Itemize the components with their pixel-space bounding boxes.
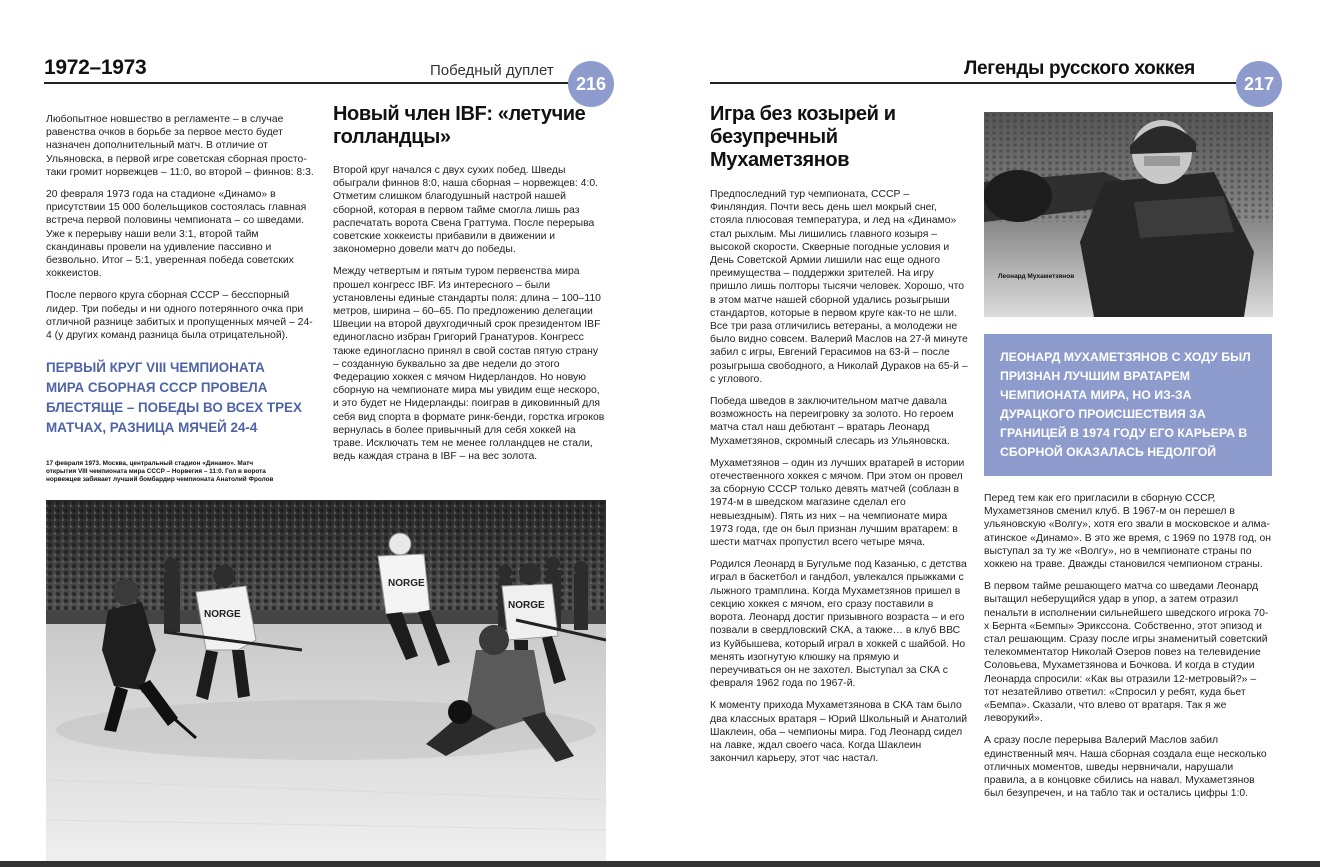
left-page-number: 216 xyxy=(568,61,614,107)
paragraph: 20 февраля 1973 года на стадионе «Динамо» в присутствии 15 000 болельщиков состоялась главная встреча первой половины чемпионата – со шведами. Уже к перерыву наши вели 3:1, второй тайм скандинавы провели на удивление пассивно и безвольно. Итог – 5:1, уверенная победа советских хоккеистов. xyxy=(46,189,307,280)
left-header-rule xyxy=(44,82,574,84)
right-column-2 xyxy=(984,492,1272,800)
portrait-photo xyxy=(984,112,1273,317)
photo-caption: 17 февраля 1973. Москва, центральный стадион «Динамо». Матч открытия VIII чемпионата мира СССР – Норвегия – 11:0. Гол в ворота норвежцев забивает лучший бомбардир чемпионата Анатолий Фролов xyxy=(46,460,274,484)
paragraph: Победа шведов в заключительном матче давала возможность на переигровку за золото. Но героем матча стал наш дебютант – вратарь Леонард Мухаметзянов, скромный слесарь из Ульяновска. xyxy=(710,396,954,447)
jersey-text: NORGE xyxy=(204,609,241,620)
paragraph: К моменту прихода Мухаметзянова в СКА там было два классных вратаря – Юрий Школьный и Анатолий Шаклеин, оба – чемпионы мира. Год Леонард сидел на лавке, ждал своего часа. Когда Шаклеин закончил карьеру, этот час настал. xyxy=(710,700,968,765)
portrait-photo-image xyxy=(984,112,1273,317)
match-photo-image xyxy=(46,500,606,861)
match-photo xyxy=(46,500,606,861)
section-heading-goalkeeper: Игра без козырей и безупречный Мухаметзянов xyxy=(710,103,896,171)
paragraph: Мухаметзянов – один из лучших вратарей в истории отечественного хоккея с мячом. При этом он провел за сборную СССР только девять матчей (соблазн в 1974-м в шведском магазине сделал его невыездным). Пять из них – на чемпионате мира 1973 года, где он был признан лучшим вратарем: в шести матчах пропустил всего четыре мяча. xyxy=(710,457,965,549)
portrait-caption: Леонард Мухаметзянов xyxy=(998,273,1075,280)
section-heading-new-member: Новый член IBF: «летучие голландцы» xyxy=(333,103,586,148)
left-column-1 xyxy=(46,113,314,342)
paragraph: Перед тем как его пригласили в сборную СССР, Мухаметзянов сменил клуб. В 1967-м он перешел в ульяновскую «Волгу», хотя его звали в московское и алма-атинское «Динамо». В это же время, с 1969 по 1978 год, он выступал за ту же «Волгу», но в чемпионате страны по хоккею на траве. Дважды становился чемпионом страны. xyxy=(984,493,1272,571)
paragraph: Второй круг начался с двух сухих побед. Шведы обыграли финнов 8:0, наша сборная – норвежцев: 4:0. Отметим слишком благодушный настрой нашей сборной, которая в первом тайме смогла лишь раз распечатать ворота Свена Граттума. После перерыва советские хоккеисты прибавили в движении и закономерно довели матч до победы. xyxy=(333,165,599,256)
right-page-number: 217 xyxy=(1236,61,1282,107)
highlight-box: ЛЕОНАРД МУХАМЕТЗЯНОВ С ХОДУ БЫЛ ПРИЗНАН ЛУЧШИМ ВРАТАРЕМ ЧЕМПИОНАТА МИРА, НО ИЗ-ЗА ДУРАЦКОГО ПРОИСШЕСТВИЯ ЗА ГРАНИЦЕЙ В 1974 ГОДУ ЕГО КАРЬЕРА В СБОРНОЙ ОКАЗАЛАСЬ НЕДОЛГОЙ xyxy=(984,334,1272,476)
paragraph: После первого круга сборная СССР – бесспорный лидер. Три победы и ни одного потерянного очка при отличной разнице забитых и пропущенных мячей – 24-4 (у других команд разница была отрицательной). xyxy=(46,290,313,342)
right-header-rule xyxy=(710,82,1236,84)
bottom-edge-bar xyxy=(0,861,1320,867)
paragraph: Любопытное новшество в регламенте – в случае равенства очков в борьбе за первое место будет назначен дополнительный матч. В отличие от Ульяновска, в первой игре советская сборная просто-таки громит норвежцев – 11:0, во второй – финнов: 8:3. xyxy=(46,114,314,178)
left-header-year: 1972–1973 xyxy=(44,56,147,79)
paragraph: А сразу после перерыва Валерий Маслов забил единственный мяч. Наша сборная создала еще несколько отличных моментов, шведы нервничали, нарушали правила, а в концовке сбились на навал. Мухаметзянов был безупречен, и на табло так и остались цифры 1:0. xyxy=(984,735,1267,800)
paragraph: В первом тайме решающего матча со шведами Леонард вытащил неберущийся удар в упор, а затем отразил пенальти в исполнении сильнейшего шведского игрока 70-х Бернта «Бемпы» Эрикссона. Собственно, этот эпизод и стал решающим. Сразу после игры знаменитый советский телекомментатор Николай Озеров повез на телевидение Соловьева, Мухаметзянова и Бочкова. И когда в студии Леонарда спросили: «Как вы отразили 12-метровый?» – тот незатейливо ответил: «Спросил у ребят, куда бьет «Бемпа». Сказали, что влево от вратаря. Так я же леворукий». xyxy=(984,581,1269,725)
left-column-2 xyxy=(333,164,605,463)
right-column-1 xyxy=(710,188,968,765)
right-header-title: Легенды русского хоккея xyxy=(964,58,1195,79)
pull-quote: ПЕРВЫЙ КРУГ VIII ЧЕМПИОНАТА МИРА СБОРНАЯ СССР ПРОВЕЛА БЛЕСТЯЩЕ – ПОБЕДЫ ВО ВСЕХ ТРЕХ МАТЧАХ, РАЗНИЦА МЯЧЕЙ 24-4 xyxy=(46,360,302,435)
paragraph: Между четвертым и пятым туром первенства мира прошел конгресс IBF. Из интересного – были установлены единые стандарты поля: длина – 100–110 метров, ширина – 60–65. По предложению делегации Швеции на второй двухгодичный срок президентом IBF единогласно избран Григорий Гранатуров. Конгресс также единогласно принял в свой состав пятую страну – созданную буквально за две недели до этого Федерацию хоккея с мячом Нидерландов. Но новую сборную на чемпионате мира мы увидим еще нескоро, и это будет не Нидерланды: поиграв в диковинный для себя вид спорта в формате ринк-бенди, горстка игроков вернулась в более привычный для себя хоккей на траве. Исключать тем не менее голландцев не стали, ведь каждая страна в IBF – на вес золота. xyxy=(333,266,605,463)
paragraph: Родился Леонард в Бугульме под Казанью, с детства играл в баскетбол и гандбол, увлекался прыжками с лыжного трамплина. Когда Мухаметзянов пришел в секцию хоккея с мячом, его сразу поставили в ворота. Леонард достиг призывного возраста – и его позвали в свердловский СКА, а также… в клуб ВВС из Куйбышева, который играл в хоккей с шайбой. Но менять изогнутую клюшку на прямую и переучиваться он не захотел. Выступал за СКА с февраля 1962 года по 1967-й. xyxy=(710,559,967,690)
paragraph: Предпоследний тур чемпионата, СССР – Финляндия. Почти весь день шел мокрый снег, стояла плюсовая температура, и лед на «Динамо» стал рыхлым. Мы лишились главного козыря – высокой скорости. Скверные погодные условия и День Советской Армии лишили нас еще одного преимущества – поддержки зрителей. На игру пришло лишь полторы тысячи человек. Хорошо, что в этом матче нашей сборной удались розыгрыши стандартов, которые в первом круге как-то не шли. Все три раза отличились ветераны, а молодежи не было видно совсем. Валерий Маслов на 27-й минуте забил с игры, Евгений Герасимов на 63-й – после розыгрыша свободного, а Николай Дураков на 65-й – с углового. xyxy=(710,189,968,385)
jersey-text: NORGE xyxy=(388,578,425,589)
jersey-text: NORGE xyxy=(508,600,545,611)
left-header-section: Победный дуплет xyxy=(430,62,554,79)
